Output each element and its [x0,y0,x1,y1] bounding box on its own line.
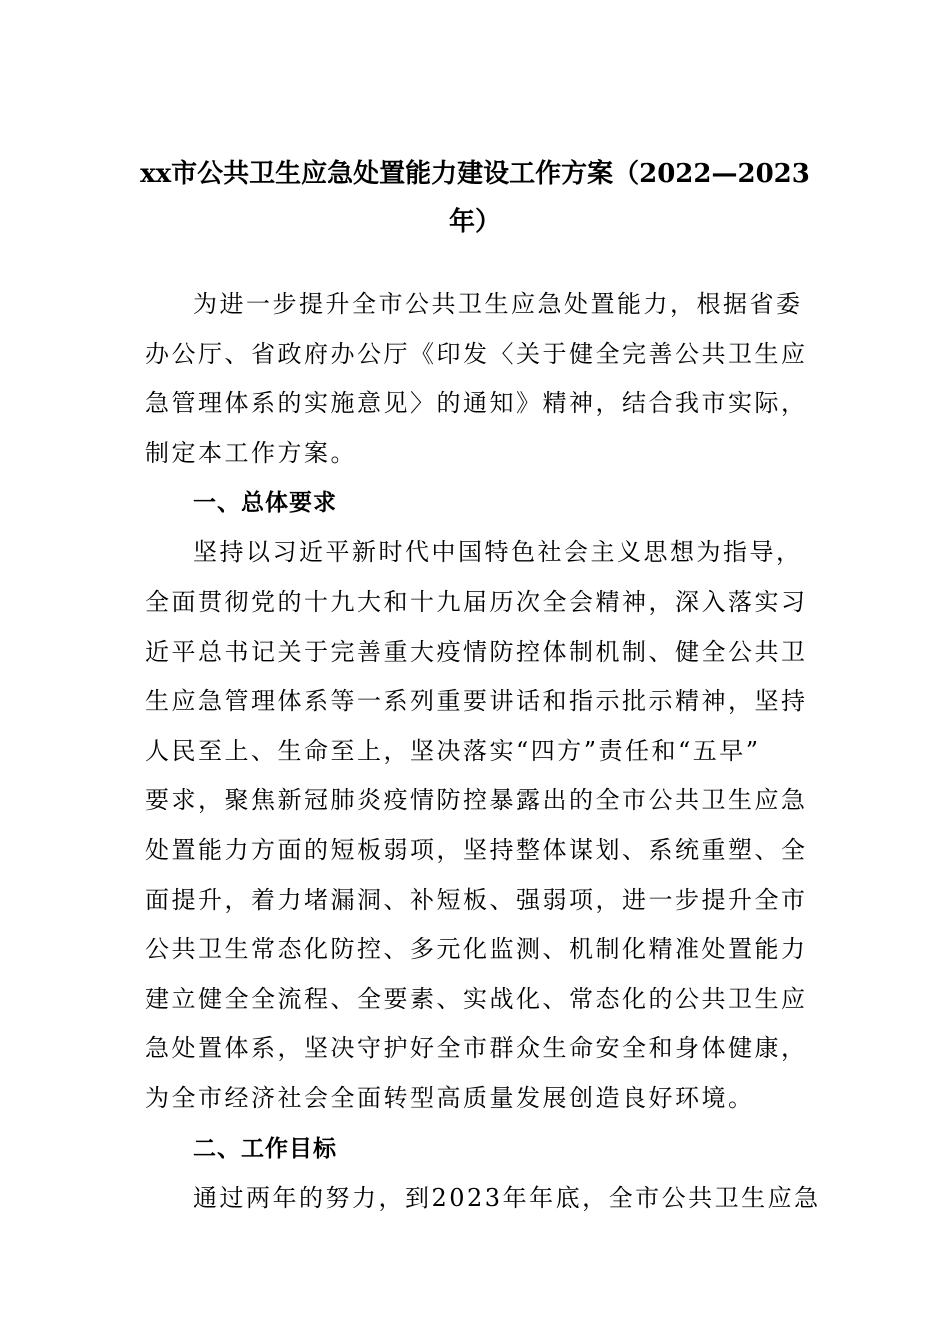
overall-requirements-paragraph [145,528,810,1123]
section-heading-overall-requirements: 一、总体要求 [193,490,337,517]
paragraph-line: 通过两年的努力，到2023年年底，全市公共卫生应急 [193,1183,821,1212]
paragraph-line: 近平总书记关于完善重大疫情防控体制机制、健全公共卫 [145,637,808,666]
document-title [120,150,830,246]
paragraph-line: 处置能力方面的短板弱项，坚持整体谋划、系统重塑、全 [145,835,808,864]
paragraph-line: 全面贯彻党的十九大和十九届历次全会精神，深入落实习 [145,587,808,616]
intro-line: 办公厅、省政府办公厅《印发〈关于健全完善公共卫生应 [145,339,808,368]
intro-paragraph [145,280,810,478]
paragraph-line: 建立健全全流程、全要素、实战化、常态化的公共卫生应 [145,984,808,1013]
paragraph-line: 急处置体系，坚决守护好全市群众生命安全和身体健康， [145,1034,808,1063]
intro-line: 为进一步提升全市公共卫生应急处置能力，根据省委 [193,290,803,318]
paragraph-line: 公共卫生常态化防控、多元化监测、机制化精准处置能力 [145,935,808,964]
intro-line: 急管理体系的实施意见〉的通知》精神，结合我市实际， [145,389,808,418]
work-goals-paragraph [145,1174,821,1224]
paragraph-line: 要求，聚焦新冠肺炎疫情防控暴露出的全市公共卫生应急 [145,786,808,815]
paragraph-line: 面提升，着力堵漏洞、补短板、强弱项，进一步提升全市 [145,885,808,914]
paragraph-line: 生应急管理体系等一系列重要讲话和指示批示精神，坚持 [145,687,808,716]
title-line-1: xx市公共卫生应急处置能力建设工作方案（2022—2023 [140,159,810,189]
intro-line: 制定本工作方案。 [145,438,357,467]
title-line-2: 年） [448,207,501,237]
section-heading-work-goals: 二、工作目标 [193,1135,337,1162]
paragraph-line: 为全市经济社会全面转型高质量发展创造良好环境。 [145,1083,755,1112]
paragraph-line: 坚持以习近平新时代中国特色社会主义思想为指导， [193,538,803,567]
document-body [145,280,821,1223]
paragraph-line: 人民至上、生命至上，坚决落实“四方”责任和“五早” [145,736,761,765]
